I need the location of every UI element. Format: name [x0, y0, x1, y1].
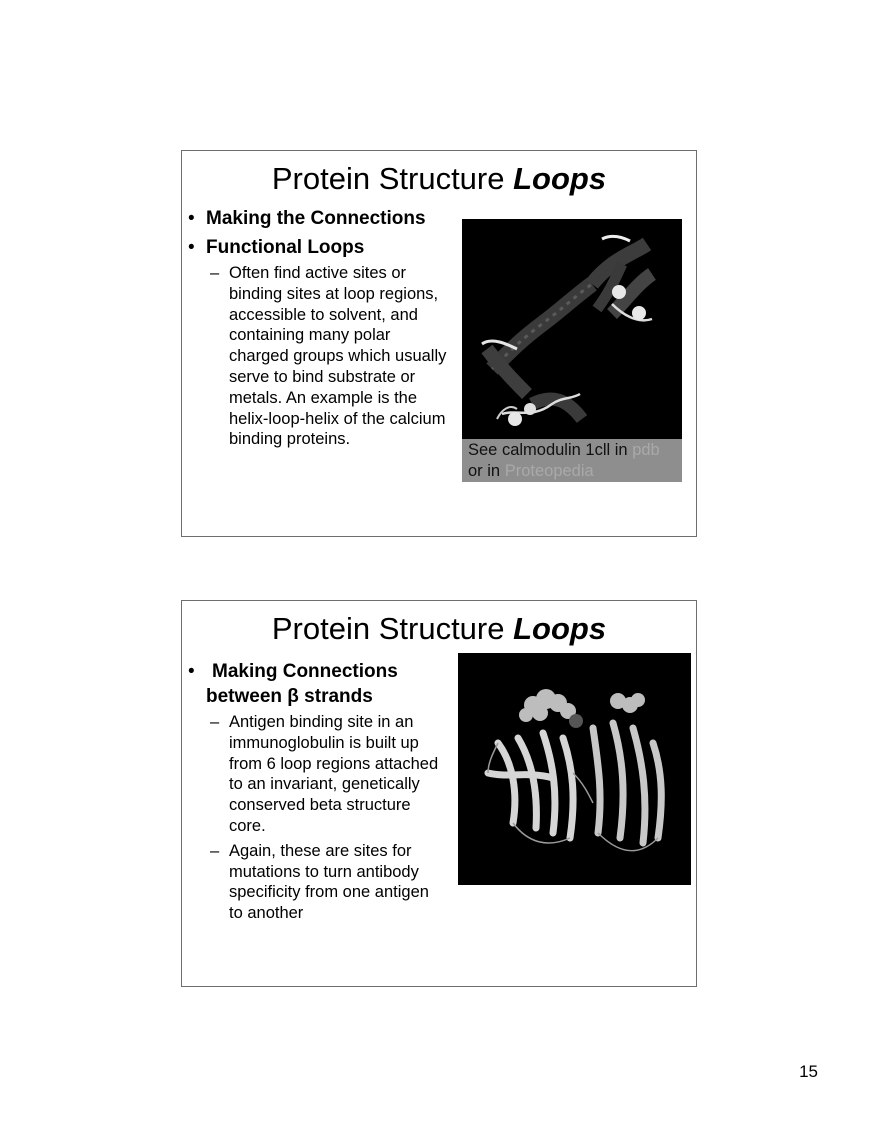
page-number: 15 [799, 1062, 818, 1081]
slide-2 [181, 600, 697, 987]
slide-1-bullet-2 [188, 235, 458, 260]
slide-2-sub-bullet-1 [188, 712, 444, 837]
bullet-dot-icon: • [188, 661, 195, 682]
bullet-dot-icon: • [188, 208, 195, 229]
proteopedia-link[interactable]: Proteopedia [504, 461, 594, 480]
caption-prefix: See calmodulin 1cll in [468, 441, 628, 459]
slide-2-title-emphasis: Loops [513, 611, 607, 646]
slide-2-title [182, 611, 696, 647]
caption-middle: or in [468, 461, 501, 480]
slide-2-sub-bullet-1-text: Antigen binding site in an immunoglobulin is built up from 6 loop regions attached to an invariant, genetically conserved beta structure core. [229, 713, 439, 835]
bullet-dot-icon: • [188, 237, 195, 258]
slide-1-title-text: Protein Structure [271, 161, 505, 196]
slide-1-bullet-1-text: Making the Connections [206, 208, 426, 229]
slide-2-bullet-1-line-2: between β strands [206, 686, 373, 707]
slide-1-sub-bullet-1 [188, 263, 454, 450]
slide-2-bullets [188, 659, 458, 924]
dash-icon: – [210, 713, 220, 731]
slide-1-title-emphasis: Loops [513, 161, 607, 196]
slide-2-bullet-1 [188, 659, 458, 709]
slide-1-bullet-1 [188, 206, 458, 231]
slide-1-bullet-2-text: Functional Loops [206, 237, 365, 258]
immunoglobulin-structure-image [458, 653, 691, 885]
slide-1-bullets [188, 206, 458, 450]
dash-icon: – [210, 264, 220, 282]
slide-1-sub-bullet-1-text: Often find active sites or binding sites at loop regions, accessible to solvent, and containing many polar charged groups which usually serve to bind substrate or metals. An example is the helix-loop-helix of the calcium binding proteins. [229, 264, 447, 449]
slide-2-sub-bullet-2-text: Again, these are sites for mutations to turn antibody specificity from one antigen to another [229, 841, 429, 923]
calmodulin-ribbon-icon [462, 219, 682, 439]
slide-1-title [182, 161, 696, 197]
image-caption [462, 439, 682, 482]
slide-2-sub-bullet-2 [188, 841, 444, 924]
dash-icon: – [210, 841, 220, 860]
slide-2-bullet-1-line-1: Making Connections [212, 661, 398, 682]
slide-1 [181, 150, 697, 537]
immunoglobulin-ribbon-icon [458, 653, 691, 885]
pdb-link[interactable]: pdb [632, 441, 660, 459]
slide-2-title-text: Protein Structure [271, 611, 505, 646]
calmodulin-structure-image [462, 219, 682, 482]
